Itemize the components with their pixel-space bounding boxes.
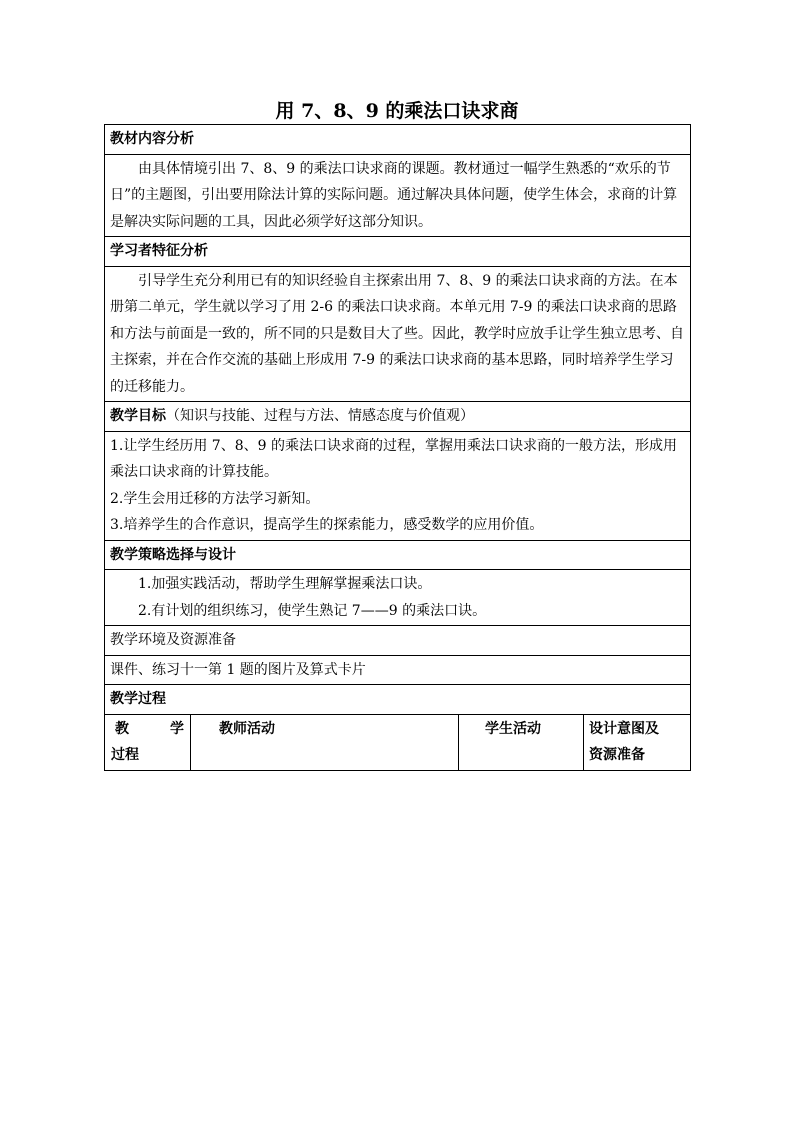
column-stage: [105, 714, 191, 770]
column-stage-line1: 教 学: [115, 720, 184, 737]
environment-heading-row: [105, 626, 691, 656]
content-analysis-heading: 教材内容分析: [105, 125, 691, 155]
strategy-heading: 教学策略选择与设计: [105, 540, 691, 570]
strategy-body-row: [105, 570, 691, 626]
process-heading-row: [105, 685, 691, 715]
process-columns-row: [105, 714, 691, 770]
environment-heading: 教学环境及资源准备: [105, 626, 691, 656]
strategy-list: [105, 570, 691, 626]
environment-body: 课件、练习十一第 1 题的图片及算式卡片: [105, 655, 691, 685]
strategy-item-1: 1.加强实践活动，帮助学生理解掌握乘法口诀。: [138, 576, 432, 592]
objectives-body-row: [105, 431, 691, 540]
learner-analysis-heading: 学习者特征分析: [105, 237, 691, 267]
column-teacher-activity: 教师活动: [191, 714, 459, 770]
objective-item-3: 3.培养学生的合作意识，提高学生的探索能力，感受数学的应用价值。: [110, 517, 544, 533]
learner-analysis-body-row: [105, 266, 691, 402]
objectives-subheading: （知识与技能、过程与方法、情感态度与价值观）: [166, 408, 474, 424]
learner-analysis-body: 引导学生充分利用已有的知识经验自主探索出用 7、8、9 的乘法口诀求商的方法。在本册第二单元，学生就以学习了用 2-6 的乘法口诀求商。本单元用 7-9 的乘法口诀求商的思路和方法与前面是一致的，所不同的只是数目大了些。因此，教学时应放手让学生独立思考、自主探索，并在合作交流的基础上形成用 7-9 的乘法口诀求商的基本思路，同时培养学生学习的迁移能力。: [105, 266, 691, 402]
objectives-list: [105, 431, 691, 540]
lesson-plan-table: [104, 124, 691, 771]
objectives-heading-label: 教学目标: [110, 408, 166, 424]
strategy-heading-row: [105, 540, 691, 570]
content-analysis-heading-row: [105, 125, 691, 155]
column-design-line1: 设计意图及: [589, 720, 659, 737]
objectives-heading: [105, 402, 691, 432]
content-analysis-body: 由具体情境引出 7、8、9 的乘法口诀求商的课题。教材通过一幅学生熟悉的“欢乐的节日”的主题图，引出要用除法计算的实际问题。通过解决具体问题，使学生体会，求商的计算是解决实际问题的工具，因此必须学好这部分知识。: [105, 154, 691, 237]
column-design-intent: [584, 714, 691, 770]
strategy-item-2: 2.有计划的组织练习，使学生熟记 7——9 的乘法口诀。: [138, 602, 487, 619]
document-title: 用 7、8、9 的乘法口诀求商: [275, 100, 519, 122]
objectives-heading-row: [105, 402, 691, 432]
learner-analysis-heading-row: [105, 237, 691, 267]
process-heading: 教学过程: [105, 685, 691, 715]
content-analysis-body-row: [105, 154, 691, 237]
column-student-activity: 学生活动: [459, 714, 584, 770]
environment-body-row: [105, 655, 691, 685]
objective-item-1: 1.让学生经历用 7、8、9 的乘法口诀求商的过程，掌握用乘法口诀求商的一般方法，形成用乘法口诀求商的计算技能。: [110, 437, 677, 480]
objective-item-2: 2.学生会用迁移的方法学习新知。: [110, 490, 320, 507]
column-design-line2: 资源准备: [589, 747, 645, 763]
column-stage-line2: 过程: [111, 747, 139, 763]
